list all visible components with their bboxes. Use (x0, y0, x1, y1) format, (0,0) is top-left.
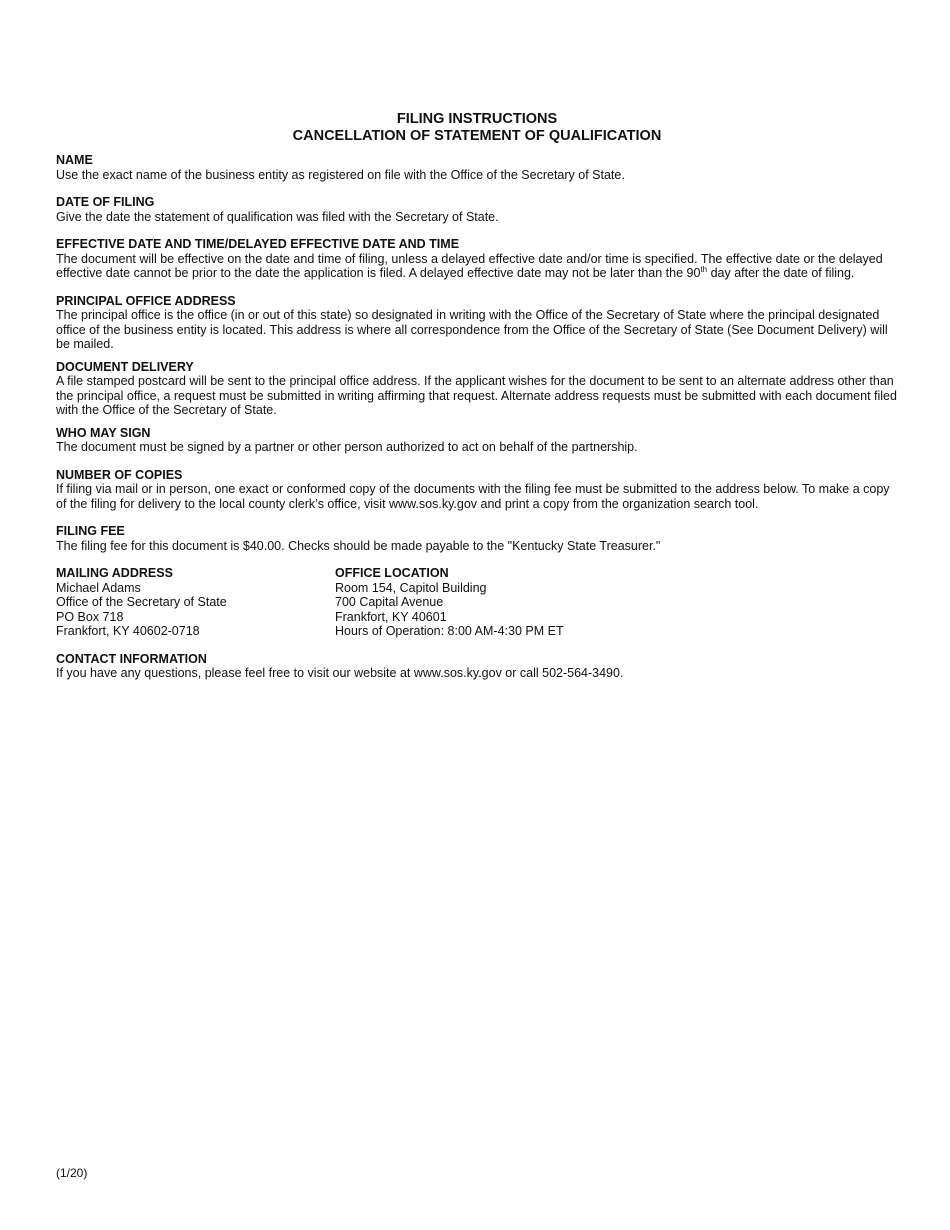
section-name (56, 153, 898, 182)
section-filing-fee (56, 524, 898, 553)
section-heading: OFFICE LOCATION (335, 566, 449, 580)
address-line: Hours of Operation: 8:00 AM-4:30 PM ET (335, 624, 564, 638)
section-contact-information (56, 652, 898, 681)
section-text: If you have any questions, please feel free to visit our website at www.sos.ky.gov or call 502-564-3490. (56, 666, 624, 680)
mailing-address (56, 566, 335, 639)
section-heading: DATE OF FILING (56, 195, 155, 209)
address-line: Office of the Secretary of State (56, 595, 227, 609)
section-text: The filing fee for this document is $40.00. Checks should be made payable to the "Kentucky State Treasurer." (56, 538, 661, 553)
section-principal-office (56, 294, 898, 352)
address-line: Michael Adams (56, 580, 141, 595)
effective-text-after: day after the date of filing. (707, 266, 855, 280)
section-text (56, 252, 898, 281)
document-title (56, 111, 898, 144)
ordinal-superscript: th (700, 265, 708, 274)
title-line-2: CANCELLATION OF STATEMENT OF QUALIFICATION (292, 127, 662, 144)
section-text: Give the date the statement of qualification was filed with the Secretary of State. (56, 209, 499, 224)
section-heading: NUMBER OF COPIES (56, 467, 183, 482)
section-effective-date (56, 237, 898, 281)
section-number-of-copies (56, 468, 898, 512)
section-text: Use the exact name of the business entity as registered on file with the Office of the Secretary of State. (56, 167, 625, 182)
effective-text-before: The document will be effective on the date and time of filing, unless a delayed effective date and/or time is specified. The effective date or the delayed effective date cannot be prior to the date the application is filed. A delayed effective date may not be later than the 90 (56, 251, 883, 280)
address-line: Room 154, Capitol Building (335, 580, 487, 595)
address-line: Frankfort, KY 40601 (335, 609, 447, 624)
section-heading: MAILING ADDRESS (56, 566, 173, 580)
section-heading: EFFECTIVE DATE AND TIME/DELAYED EFFECTIVE DATE AND TIME (56, 237, 460, 251)
section-document-delivery (56, 360, 898, 418)
address-block (56, 566, 898, 639)
section-heading: NAME (56, 153, 93, 167)
section-heading: PRINCIPAL OFFICE ADDRESS (56, 293, 236, 308)
section-heading: DOCUMENT DELIVERY (56, 359, 194, 374)
section-text: The principal office is the office (in or out of this state) so designated in writing with the Office of the Secretary of State where the principal designated office of the business entity is located. This address is where all correspondence from the Office of the Secretary of State (See Document Delivery) will be mailed. (56, 308, 888, 351)
section-text: The document must be signed by a partner or other person authorized to act on behalf of the partnership. (56, 440, 638, 454)
document-page (56, 111, 898, 681)
section-date-of-filing (56, 195, 898, 224)
section-heading: FILING FEE (56, 524, 125, 538)
address-line: 700 Capital Avenue (335, 595, 444, 609)
section-heading: WHO MAY SIGN (56, 425, 151, 440)
section-who-may-sign (56, 426, 898, 455)
section-heading: CONTACT INFORMATION (56, 651, 207, 666)
title-line-1: FILING INSTRUCTIONS (396, 111, 558, 127)
section-text: If filing via mail or in person, one exact or conformed copy of the documents with the filing fee must be submitted to the address below. To make a copy of the filing for delivery to the local county clerk’s office, visit www.sos.ky.gov and print a copy from the organization search tool. (56, 482, 890, 511)
office-location (335, 566, 735, 639)
section-text: A file stamped postcard will be sent to the principal office address. If the applicant wishes for the document to be sent to an alternate address other than the principal office, a request must be submitted in writing affirming that request. Alternate address requests must be submitted with each document filed with the Office of the Secretary of State. (56, 374, 897, 417)
revision-date: (1/20) (56, 1166, 88, 1180)
address-line: PO Box 718 (56, 609, 124, 624)
address-line: Frankfort, KY 40602-0718 (56, 624, 200, 638)
